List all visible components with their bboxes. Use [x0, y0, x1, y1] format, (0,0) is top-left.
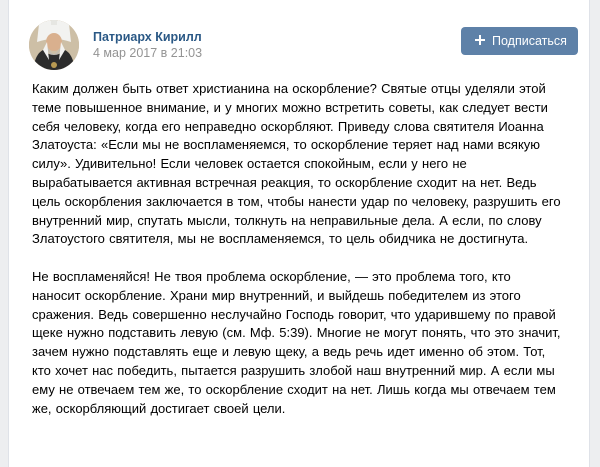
post-text [32, 80, 562, 437]
post-date[interactable]: 4 мар 2017 в 21:03 [93, 46, 203, 60]
patriarch-portrait-icon [29, 20, 79, 70]
avatar[interactable] [29, 20, 79, 70]
post-paragraph-2: Не воспламеняйся! Не твоя проблема оскорбление, — это проблема того, кто наносит оскорбление. Храни мир внутренний, и выйдешь победителем из этого сражения. Ведь совершенно неслучайно Господь говорит, что ударившему по правой щеке нужно подставить левую (см. Мф. 5:39). Многие не могут понять, что это значит, зачем нужно подставлять еще и левую щеку, а ведь речь идет именно об этом. Тот, кто хочет нас победить, пытается разрушить злобой наш внутренний мир. А если мы ему не отвечаем тем же, то оскорбление сходит на нет. Лишь когда мы отвечаем тем же, оскорбляющий достигает своей цели. [32, 268, 561, 416]
post-header [9, 0, 589, 80]
post-card [8, 0, 590, 467]
author-name-link[interactable]: Патриарх Кирилл [93, 30, 202, 44]
plus-icon [475, 35, 485, 45]
subscribe-button[interactable] [461, 27, 578, 55]
subscribe-button-label: Подписаться [492, 34, 567, 48]
post-paragraph-1: Каким должен быть ответ христианина на оскорбление? Святые отцы уделяли этой теме повышенное внимание, и у многих можно встретить советы, как следует вести себя человеку, когда его неправедно оскорбляют. Приведу слова святителя Иоанна Златоуста: «Если мы не воспламеняемся, то оскорбление теряет над нами всякую силу». Удивительно! Если человек остается спокойным, если у него не вырабатывается активная встречная реакция, то оскорбление сходит на нет. Ведь цель оскорбления заключается в том, чтобы нанести удар по человеку, разрушить его внутренний мир, спутать мысли, толкнуть на неправильные дела. А если, по слову Златоустого святителя, мы не воспламеняемся, то цель обидчика не достигнута. [32, 81, 561, 247]
